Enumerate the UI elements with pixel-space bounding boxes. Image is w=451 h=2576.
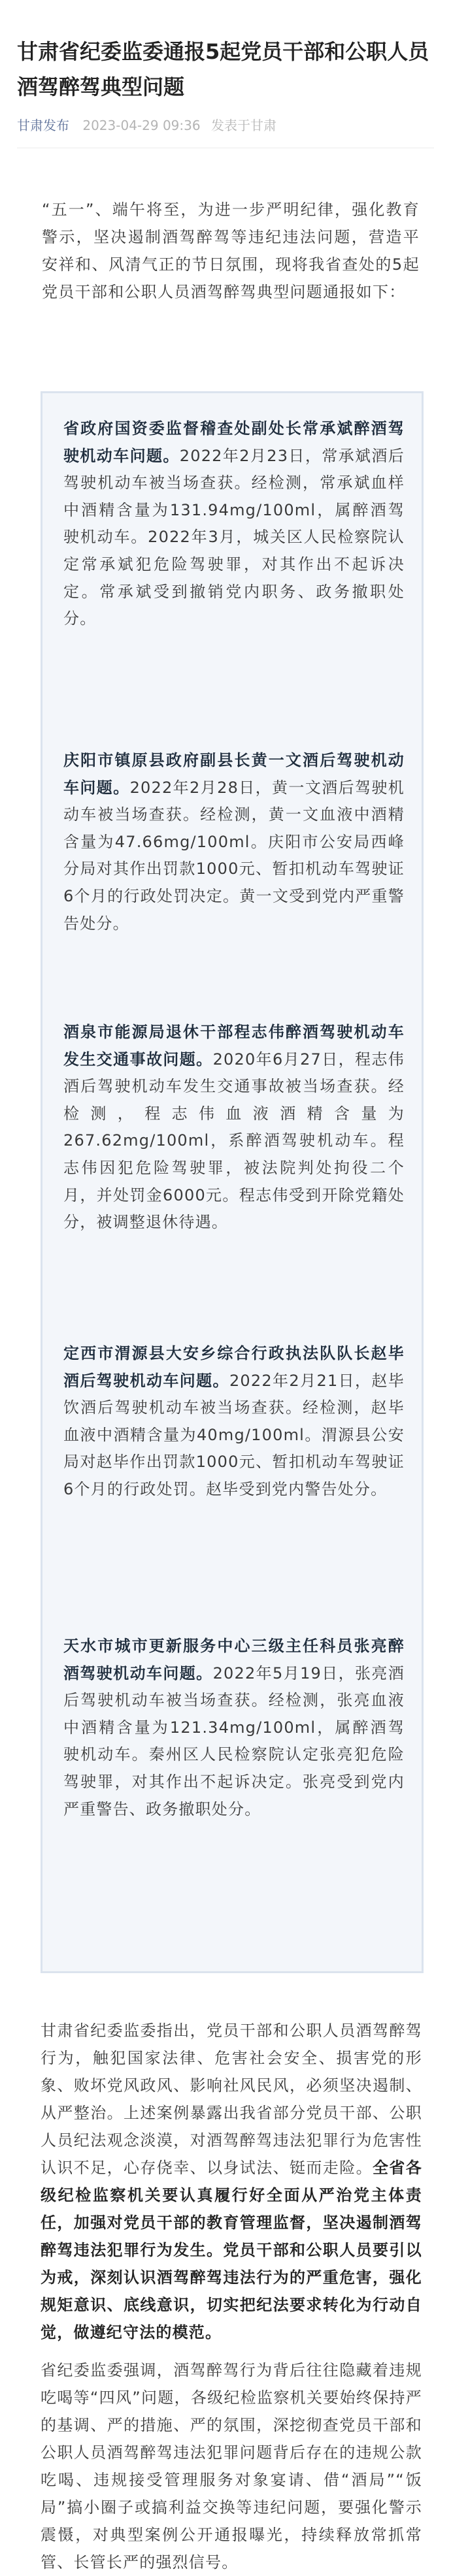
commentary-paragraph bbox=[41, 2017, 422, 2346]
cases-box bbox=[41, 392, 424, 1972]
commentary-text: 甘肃省纪委监委指出，党员干部和公职人员酒驾醉驾行为，触犯国家法律、危害社会安全、损害党的形象、败坏党风政风、影响社风民风，必须坚决遏制、从严整治。上述案例暴露出我省部分党员干部、公职人员纪法观念淡漠，对酒驾醉驾违法犯罪行为危害性认识不足，心存侥幸、以身试法、铤而走险。 bbox=[41, 2021, 422, 2177]
publish-location: 发表于甘肃 bbox=[210, 118, 276, 133]
case-heading: 省政府国资委监督稽查处副处长常承斌醉酒驾驶机动车问题。 bbox=[63, 419, 405, 465]
case-body: 2022年5月19日，张亮酒后驾驶机动车被当场查获。经检测，张亮血液中酒精含量为121.34mg/100ml，属醉酒驾驶机动车。秦州区人民检察院认定张亮犯危险驾驶罪，对其作出不起诉决定。张亮受到党内严重警告、政务撤职处分。 bbox=[63, 1664, 405, 1818]
intro-paragraph: “五一”、端午将至，为进一步严明纪律，强化教育警示，坚决遏制酒驾醉驾等违纪违法问题，营造平安祥和、风清气正的节日氛围，现将我省查处的5起党员干部和公职人员酒驾醉驾典型问题通报如下： bbox=[42, 201, 420, 301]
account-name-link[interactable]: 甘肃发布 bbox=[17, 118, 69, 133]
case-body: 2020年6月27日，程志伟酒后驾驶机动车发生交通事故被当场查获。经检测，程志伟血液酒精含量为267.62mg/100ml，系醉酒驾驶机动车。程志伟因犯危险驾驶罪，被法院判处拘役二个月，并处罚金6000元。程志伟受到开除党籍处分，被调整退休待遇。 bbox=[63, 1050, 405, 1232]
case-heading: 定西市渭源县大安乡综合行政执法队队长赵毕酒后驾驶机动车问题。 bbox=[63, 1344, 405, 1390]
publish-time: 2023-04-29 09:36 bbox=[82, 118, 201, 133]
case-item bbox=[63, 1633, 405, 1823]
case-body: 2022年2月23日，常承斌酒后驾驶机动车被当场查获。经检测，常承斌血样中酒精含量为131.94mg/100ml，属醉酒驾驶机动车。2022年3月，城关区人民检察院认定常承斌犯危险驾驶罪，对其作出不起诉决定。常承斌受到撤销党内职务、政务撤职处分。 bbox=[63, 446, 405, 628]
case-item bbox=[63, 1340, 405, 1504]
commentary-emphasis: 全省各级纪检监察机关要认真履行好全面从严治党主体责任，加强对党员干部的教育管理监督，坚决遏制酒驾醉驾违法犯罪行为发生。党员干部和公职人员要引以为戒，深刻认识酒驾醉驾违法行为的严重危害，强化规矩意识、底线意识，切实把纪法要求转化为行动自觉，做遵纪守法的模范。 bbox=[41, 2159, 422, 2342]
case-item bbox=[63, 415, 405, 633]
case-item bbox=[63, 747, 405, 937]
article-meta bbox=[17, 116, 283, 135]
case-body: 2022年2月28日，黄一文酒后驾驶机动车被当场查获。经检测，黄一文血液中酒精含量为47.66mg/100ml。庆阳市公安局西峰分局对其作出罚款1000元、暂扣机动车驾驶证6个月的行政处罚决定。黄一文受到党内严重警告处分。 bbox=[63, 778, 405, 933]
case-item bbox=[63, 1019, 405, 1236]
article-title: 甘肃省纪委监委通报5起党员干部和公职人员酒驾醉驾典型问题 bbox=[17, 39, 429, 99]
case-heading: 酒泉市能源局退休干部程志伟醉酒驾驶机动车发生交通事故问题。 bbox=[63, 1023, 405, 1069]
closing-paragraph: 省纪委监委强调，酒驾醉驾行为背后往往隐藏着违规吃喝等“四风”问题，各级纪检监察机关要始终保持严的基调、严的措施、严的氛围，深挖彻查党员干部和公职人员酒驾醉驾违法犯罪问题背后存在的违规公款吃喝、违规接受管理服务对象宴请、借“酒局”“饭局”搞小圈子或搞利益交换等违纪问题，要强化警示震慑，对典型案例公开通报曝光，持续释放常抓常管、长管长严的强烈信号。 bbox=[41, 2361, 422, 2571]
case-body: 2022年2月21日，赵毕饮酒后驾驶机动车被当场查获。经检测，赵毕血液中酒精含量为40mg/100ml。渭源县公安局对赵毕作出罚款1000元、暂扣机动车驾驶证6个月的行政处罚。赵毕受到党内警告处分。 bbox=[63, 1371, 405, 1498]
case-heading: 庆阳市镇原县政府副县长黄一文酒后驾驶机动车问题。 bbox=[63, 751, 405, 797]
case-heading: 天水市城市更新服务中心三级主任科员张亮醉酒驾驶机动车问题。 bbox=[63, 1637, 405, 1682]
